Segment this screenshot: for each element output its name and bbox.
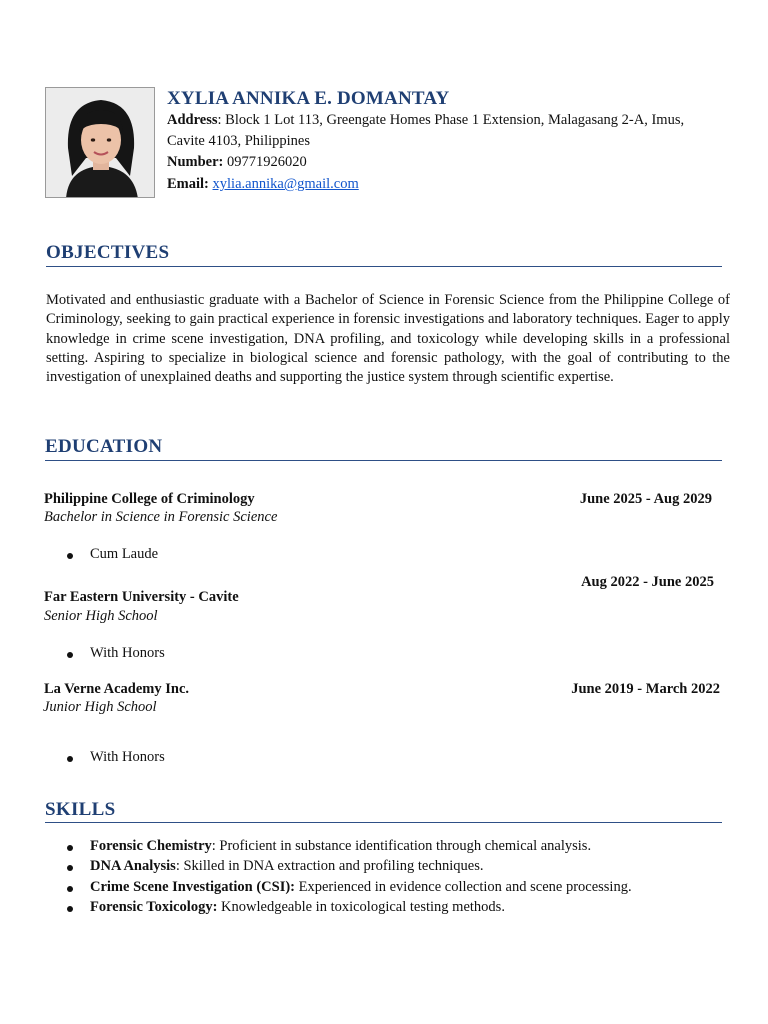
address-value: : Block 1 Lot 113, Greengate Homes Phase 1 Extension, Malagasang 2-A, Imus, — [217, 112, 685, 128]
skill-item — [90, 858, 484, 875]
education-honor: With Honors — [90, 749, 165, 765]
education-school: Philippine College of Criminology — [44, 491, 255, 507]
email-label: Email: — [167, 176, 209, 192]
bullet-icon — [67, 652, 73, 658]
bullet-icon — [67, 865, 73, 871]
skill-item — [90, 899, 505, 916]
objectives-divider — [46, 266, 722, 267]
number-label: Number: — [167, 154, 224, 170]
skill-description: : Proficient in substance identification through chemical analysis. — [211, 838, 592, 854]
education-divider — [45, 460, 722, 461]
bullet-icon — [67, 553, 73, 559]
email-link[interactable]: xylia.annika@gmail.com — [212, 176, 359, 192]
bullet-icon — [67, 886, 73, 892]
education-program: Senior High School — [44, 608, 158, 624]
skills-divider — [45, 822, 722, 823]
number-value: 09771926020 — [223, 154, 307, 170]
education-school: La Verne Academy Inc. — [44, 681, 189, 697]
education-dates: Aug 2022 - June 2025 — [581, 574, 714, 590]
skill-item — [90, 879, 632, 896]
skill-name: Forensic Chemistry — [90, 838, 212, 854]
email-line — [167, 174, 359, 195]
phone-line — [167, 152, 307, 173]
skills-heading: SKILLS — [45, 799, 116, 820]
skill-description: Experienced in evidence collection and scene processing. — [295, 879, 632, 895]
address-line-2: Cavite 4103, Philippines — [167, 133, 310, 149]
skill-description: : Skilled in DNA extraction and profiling techniques. — [175, 858, 484, 874]
education-school: Far Eastern University - Cavite — [44, 589, 239, 605]
education-dates: June 2025 - Aug 2029 — [579, 491, 712, 507]
address-line — [167, 110, 684, 131]
bullet-icon — [67, 845, 73, 851]
profile-photo — [45, 87, 155, 198]
skill-description: Knowledgeable in toxicological testing methods. — [217, 899, 505, 915]
education-program: Bachelor in Science in Forensic Science — [44, 509, 278, 525]
bullet-icon — [67, 756, 73, 762]
address-label: Address — [167, 112, 218, 128]
objectives-heading: OBJECTIVES — [46, 242, 170, 263]
bullet-icon — [67, 906, 73, 912]
education-honor: With Honors — [90, 645, 165, 661]
education-honor: Cum Laude — [90, 546, 159, 562]
objectives-paragraph: Motivated and enthusiastic graduate with a Bachelor of Science in Forensic Science from the Philippine College of Criminology, seeking to gain practical experience in forensic investigations and laboratory techniques. Eager to apply knowledge in crime scene investigation, DNA profiling, and toxicology while developing skills in a professional setting. Aspiring to specialize in biological science and forensic pathology, with the goal of contributing to the investigation of unexplained deaths and supporting the justice system through scientific expertise. — [46, 292, 730, 386]
skill-item — [90, 838, 591, 855]
skill-name: Crime Scene Investigation (CSI): — [90, 879, 295, 895]
education-dates: June 2019 - March 2022 — [571, 681, 720, 697]
candidate-name: XYLIA ANNIKA E. DOMANTAY — [167, 88, 450, 109]
skill-name: Forensic Toxicology: — [90, 899, 218, 915]
skill-name: DNA Analysis — [90, 858, 176, 874]
education-heading: EDUCATION — [45, 436, 163, 457]
education-program: Junior High School — [43, 699, 157, 715]
